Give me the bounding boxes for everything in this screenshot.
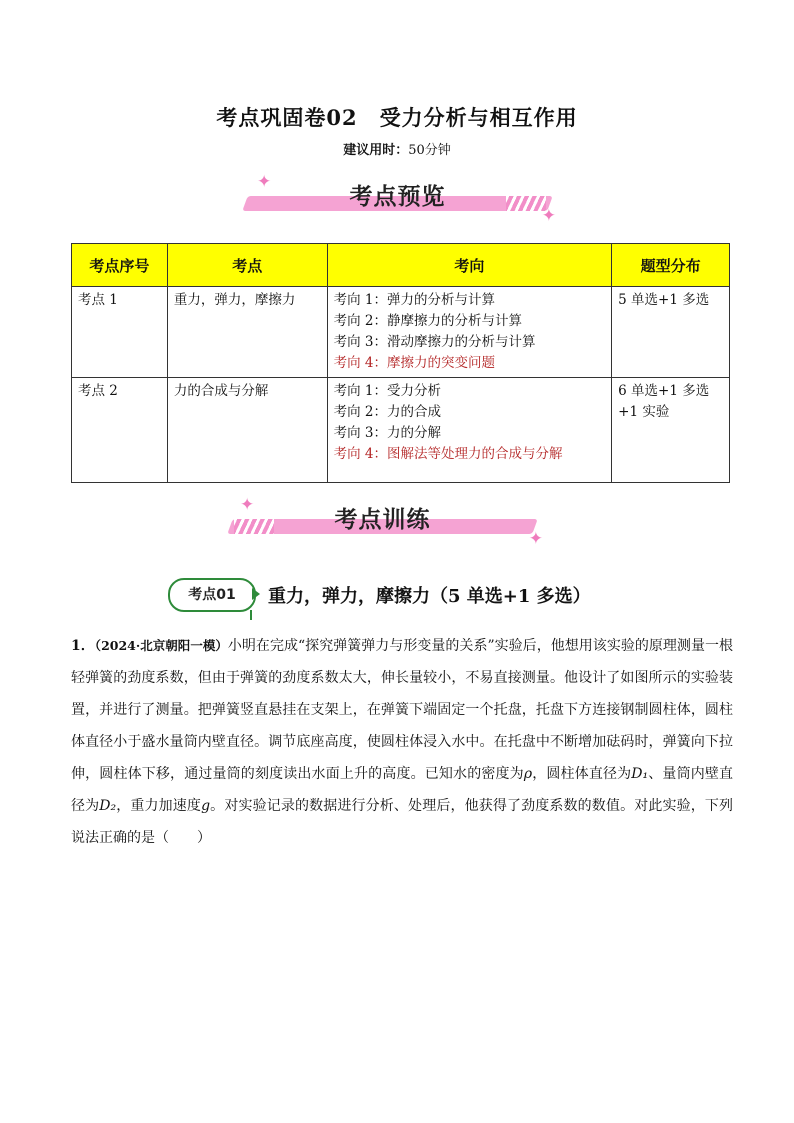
page-title (0, 102, 794, 132)
question-text: 小明在完成“探究弹簧弹力与形变量的关系”实验后，他想用该实验的原理测量一根轻弹簧的劲度系数，但由于弹簧的劲度系数太大，伸长量较小，不易直接测量。他设计了如图所示的实验装置，并进行了测量。把弹簧竖直悬挂在支架上，在弹簧下端固定一个托盘，托盘下方连接钢制圆柱体，圆柱体直径小于盛水量筒内壁直径。调节底座高度，使圆柱体浸入水中。在托盘中不断增加砝码时，弹簧向下拉伸，圆柱体下移，通过量筒的刻度读出水面上升的高度。已知水的密度为 (71, 638, 733, 782)
direction-item: 考向 1：弹力的分析与计算 (333, 292, 496, 308)
direction-item: 考向 3：力的分解 (333, 425, 442, 441)
symbol-d1: D₁ (631, 766, 649, 782)
overview-banner (245, 172, 556, 226)
suggested-time (0, 139, 794, 158)
direction-item-highlight: 考向 4：摩擦力的突变问题 (333, 355, 496, 371)
badge-tick-icon (250, 610, 252, 620)
direction-item: 考向 1：受力分析 (333, 383, 442, 399)
section-badge: 考点01 (168, 578, 256, 612)
table-header: 考点 (167, 244, 327, 287)
symbol-g: g (201, 798, 211, 814)
table-header: 题型分布 (612, 244, 730, 287)
training-banner (230, 495, 543, 549)
topic-directions (327, 287, 612, 378)
question-1: 1．（2024·北京朝阳一模）小明在完成“探究弹簧弹力与形变量的关系”实验后，他想用该实验的原理测量一根轻弹簧的劲度系数，但由于弹簧的劲度系数太大，伸长量较小，不易直接测量。他设计了如图所示的实验装置，并进行了测量。把弹簧竖直悬挂在支架上，在弹簧下端固定一个托盘，托盘下方连接钢制圆柱体，圆柱体直径小于盛水量筒内壁直径。调节底座高度，使圆柱体浸入水中。在托盘中不断增加砝码时，弹簧向下拉伸，圆柱体下移，通过量筒的刻度读出水面上升的高度。已知水的密度为ρ，圆柱体直径为D₁、量筒内壁直径为D₂，重力加速度g。对实验记录的数据进行分析、处理后，他获得了劲度系数的数值。对此实验，下列说法正确的是（ ） (71, 638, 734, 846)
table-row (72, 378, 730, 483)
sparkle-icon: ✦ (257, 172, 272, 192)
direction-item: 考向 3：滑动摩擦力的分析与计算 (333, 334, 536, 350)
time-value: 50分钟 (408, 143, 451, 158)
sparkle-icon: ✦ (240, 495, 255, 515)
sparkle-icon: ✦ (541, 206, 556, 226)
symbol-d2: D₂ (99, 798, 117, 814)
direction-item: 考向 2：力的合成 (333, 404, 442, 420)
table-header: 考向 (327, 244, 612, 287)
training-banner-label: 考点训练 (334, 507, 431, 533)
question-distribution: 6 单选+1 多选+1 实验 (612, 378, 730, 483)
section-heading: 重力，弹力，摩擦力（5 单选+1 多选） (268, 586, 591, 607)
badge-arrow-icon (252, 588, 260, 600)
table-header: 考点序号 (72, 244, 168, 287)
topic-id: 考点 1 (72, 287, 168, 378)
direction-item-highlight: 考向 4：图解法等处理力的合成与分解 (333, 446, 563, 462)
topic-directions (327, 378, 612, 483)
sparkle-icon: ✦ (528, 529, 543, 549)
overview-table (71, 243, 730, 483)
question-source: （2024·北京朝阳一模） (94, 638, 228, 653)
question-distribution: 5 单选+1 多选 (612, 287, 730, 378)
question-number: 1． (71, 638, 95, 654)
time-label: 建议用时： (343, 143, 409, 158)
direction-item: 考向 2：静摩擦力的分析与计算 (333, 313, 523, 329)
topic-name: 重力，弹力，摩擦力 (167, 287, 327, 378)
symbol-rho: ρ (523, 766, 533, 782)
title-left: 考点巩固卷02 (216, 105, 358, 130)
topic-id: 考点 2 (72, 378, 168, 483)
topic-name: 力的合成与分解 (167, 378, 327, 483)
title-right: 受力分析与相互作用 (379, 105, 578, 130)
table-header-row (72, 244, 730, 287)
overview-banner-label: 考点预览 (349, 184, 446, 210)
table-row (72, 287, 730, 378)
